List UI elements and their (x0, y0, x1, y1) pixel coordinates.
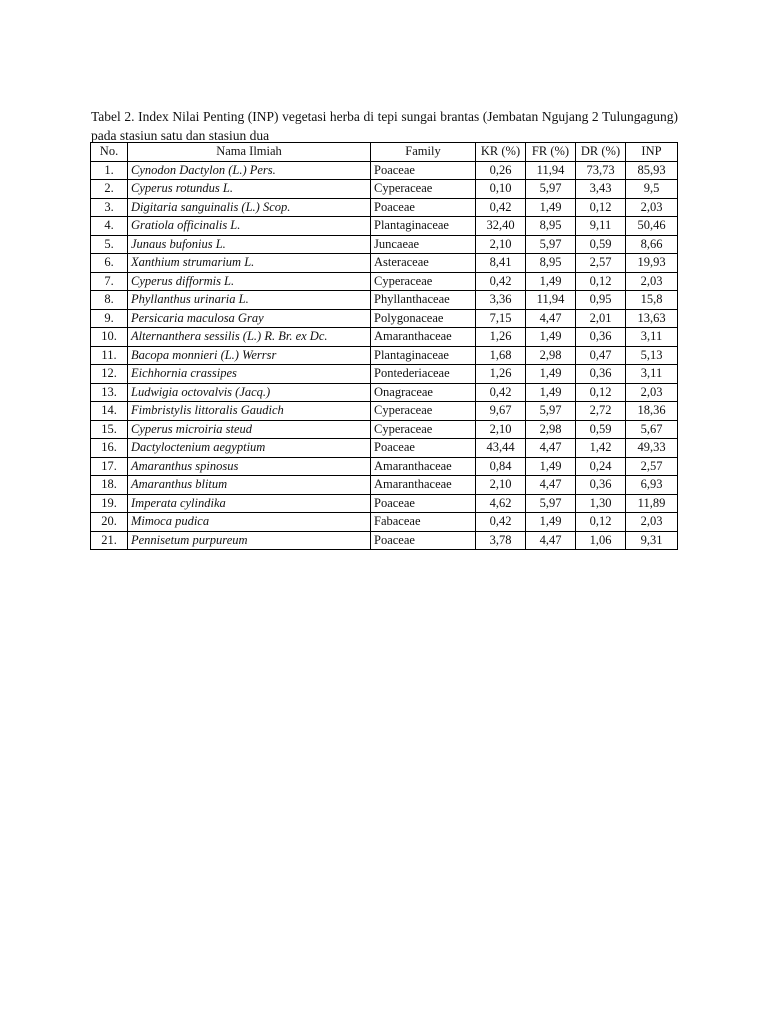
cell-family: Cyperaceae (371, 180, 476, 199)
cell-kr: 0,42 (476, 272, 526, 291)
cell-no: 9. (91, 309, 128, 328)
cell-fr: 4,47 (526, 531, 576, 550)
cell-inp: 8,66 (626, 235, 678, 254)
cell-dr: 0,36 (576, 328, 626, 347)
cell-scientific-name: Phyllanthus urinaria L. (128, 291, 371, 310)
cell-fr: 5,97 (526, 494, 576, 513)
cell-no: 10. (91, 328, 128, 347)
cell-family: Plantaginaceae (371, 217, 476, 236)
cell-dr: 0,12 (576, 198, 626, 217)
table-row (91, 346, 678, 365)
cell-family: Amaranthaceae (371, 328, 476, 347)
header-name: Nama Ilmiah (128, 143, 371, 162)
cell-dr: 0,36 (576, 476, 626, 495)
table-row (91, 420, 678, 439)
cell-fr: 5,97 (526, 180, 576, 199)
cell-inp: 49,33 (626, 439, 678, 458)
cell-kr: 7,15 (476, 309, 526, 328)
cell-fr: 5,97 (526, 235, 576, 254)
cell-family: Onagraceae (371, 383, 476, 402)
cell-inp: 6,93 (626, 476, 678, 495)
cell-no: 17. (91, 457, 128, 476)
cell-family: Juncaeae (371, 235, 476, 254)
cell-dr: 0,59 (576, 235, 626, 254)
cell-dr: 1,42 (576, 439, 626, 458)
cell-fr: 4,47 (526, 439, 576, 458)
cell-inp: 19,93 (626, 254, 678, 273)
cell-dr: 0,24 (576, 457, 626, 476)
cell-dr: 0,47 (576, 346, 626, 365)
cell-kr: 4,62 (476, 494, 526, 513)
cell-dr: 0,59 (576, 420, 626, 439)
cell-inp: 5,67 (626, 420, 678, 439)
cell-no: 13. (91, 383, 128, 402)
header-fr: FR (%) (526, 143, 576, 162)
cell-family: Fabaceae (371, 513, 476, 532)
table-row (91, 180, 678, 199)
cell-no: 3. (91, 198, 128, 217)
cell-scientific-name: Ludwigia octovalvis (Jacq.) (128, 383, 371, 402)
cell-scientific-name: Persicaria maculosa Gray (128, 309, 371, 328)
cell-kr: 32,40 (476, 217, 526, 236)
cell-scientific-name: Alternanthera sessilis (L.) R. Br. ex Dc. (128, 328, 371, 347)
cell-family: Asteraceae (371, 254, 476, 273)
cell-inp: 2,03 (626, 513, 678, 532)
cell-fr: 1,49 (526, 513, 576, 532)
cell-kr: 9,67 (476, 402, 526, 421)
cell-kr: 1,26 (476, 365, 526, 384)
table-row (91, 272, 678, 291)
table-row (91, 457, 678, 476)
cell-fr: 11,94 (526, 291, 576, 310)
table-row (91, 235, 678, 254)
cell-inp: 15,8 (626, 291, 678, 310)
cell-no: 21. (91, 531, 128, 550)
table-row (91, 383, 678, 402)
cell-fr: 5,97 (526, 402, 576, 421)
cell-scientific-name: Gratiola officinalis L. (128, 217, 371, 236)
table-row (91, 161, 678, 180)
table-row (91, 291, 678, 310)
cell-fr: 8,95 (526, 217, 576, 236)
cell-no: 14. (91, 402, 128, 421)
table-row (91, 402, 678, 421)
table-row (91, 309, 678, 328)
cell-dr: 0,12 (576, 383, 626, 402)
cell-fr: 1,49 (526, 198, 576, 217)
cell-inp: 2,03 (626, 198, 678, 217)
cell-scientific-name: Eichhornia crassipes (128, 365, 371, 384)
cell-scientific-name: Bacopa monnieri (L.) Werrsr (128, 346, 371, 365)
cell-inp: 50,46 (626, 217, 678, 236)
cell-inp: 9,5 (626, 180, 678, 199)
cell-no: 8. (91, 291, 128, 310)
cell-scientific-name: Mimoca pudica (128, 513, 371, 532)
cell-dr: 2,01 (576, 309, 626, 328)
cell-fr: 8,95 (526, 254, 576, 273)
cell-fr: 11,94 (526, 161, 576, 180)
cell-scientific-name: Amaranthus spinosus (128, 457, 371, 476)
header-inp: INP (626, 143, 678, 162)
cell-kr: 3,36 (476, 291, 526, 310)
cell-scientific-name: Cyperus difformis L. (128, 272, 371, 291)
cell-kr: 0,42 (476, 513, 526, 532)
cell-no: 16. (91, 439, 128, 458)
cell-dr: 9,11 (576, 217, 626, 236)
cell-no: 1. (91, 161, 128, 180)
cell-inp: 13,63 (626, 309, 678, 328)
cell-fr: 2,98 (526, 346, 576, 365)
cell-no: 11. (91, 346, 128, 365)
cell-scientific-name: Junaus bufonius L. (128, 235, 371, 254)
cell-kr: 0,10 (476, 180, 526, 199)
cell-scientific-name: Cyperus rotundus L. (128, 180, 371, 199)
cell-scientific-name: Xanthium strumarium L. (128, 254, 371, 273)
cell-kr: 0,42 (476, 198, 526, 217)
cell-fr: 1,49 (526, 272, 576, 291)
cell-dr: 3,43 (576, 180, 626, 199)
cell-dr: 1,06 (576, 531, 626, 550)
table-row (91, 531, 678, 550)
cell-dr: 0,36 (576, 365, 626, 384)
cell-kr: 0,26 (476, 161, 526, 180)
cell-kr: 8,41 (476, 254, 526, 273)
cell-dr: 73,73 (576, 161, 626, 180)
cell-family: Amaranthaceae (371, 457, 476, 476)
cell-kr: 2,10 (476, 420, 526, 439)
header-dr: DR (%) (576, 143, 626, 162)
table-row (91, 513, 678, 532)
cell-fr: 2,98 (526, 420, 576, 439)
cell-kr: 3,78 (476, 531, 526, 550)
cell-dr: 1,30 (576, 494, 626, 513)
table-row (91, 476, 678, 495)
cell-scientific-name: Imperata cylindika (128, 494, 371, 513)
table-caption: Tabel 2. Index Nilai Penting (INP) vegetasi herba di tepi sungai brantas (Jembatan Ngujang 2 Tulungagung) pada stasiun satu dan stasiun dua (91, 108, 678, 143)
cell-no: 2. (91, 180, 128, 199)
cell-inp: 11,89 (626, 494, 678, 513)
cell-family: Cyperaceae (371, 272, 476, 291)
cell-kr: 0,84 (476, 457, 526, 476)
cell-inp: 3,11 (626, 365, 678, 384)
cell-kr: 2,10 (476, 476, 526, 495)
cell-no: 18. (91, 476, 128, 495)
cell-kr: 1,68 (476, 346, 526, 365)
cell-inp: 18,36 (626, 402, 678, 421)
cell-family: Poaceae (371, 531, 476, 550)
cell-scientific-name: Pennisetum purpureum (128, 531, 371, 550)
cell-no: 20. (91, 513, 128, 532)
header-family: Family (371, 143, 476, 162)
cell-scientific-name: Dactyloctenium aegyptium (128, 439, 371, 458)
header-kr: KR (%) (476, 143, 526, 162)
cell-family: Polygonaceae (371, 309, 476, 328)
cell-no: 7. (91, 272, 128, 291)
cell-no: 12. (91, 365, 128, 384)
table-row (91, 217, 678, 236)
cell-fr: 4,47 (526, 309, 576, 328)
cell-kr: 0,42 (476, 383, 526, 402)
cell-no: 19. (91, 494, 128, 513)
cell-kr: 2,10 (476, 235, 526, 254)
cell-fr: 1,49 (526, 457, 576, 476)
cell-no: 5. (91, 235, 128, 254)
cell-scientific-name: Digitaria sanguinalis (L.) Scop. (128, 198, 371, 217)
cell-dr: 0,12 (576, 513, 626, 532)
cell-dr: 0,95 (576, 291, 626, 310)
table-row (91, 494, 678, 513)
header-row (91, 143, 678, 162)
inp-table (90, 142, 678, 550)
cell-family: Cyperaceae (371, 402, 476, 421)
cell-family: Cyperaceae (371, 420, 476, 439)
cell-family: Poaceae (371, 439, 476, 458)
cell-family: Poaceae (371, 494, 476, 513)
cell-no: 15. (91, 420, 128, 439)
table-row (91, 198, 678, 217)
cell-dr: 2,57 (576, 254, 626, 273)
table-row (91, 328, 678, 347)
cell-family: Poaceae (371, 198, 476, 217)
cell-fr: 1,49 (526, 328, 576, 347)
cell-family: Poaceae (371, 161, 476, 180)
cell-scientific-name: Amaranthus blitum (128, 476, 371, 495)
cell-dr: 0,12 (576, 272, 626, 291)
cell-inp: 85,93 (626, 161, 678, 180)
cell-inp: 3,11 (626, 328, 678, 347)
cell-family: Plantaginaceae (371, 346, 476, 365)
cell-inp: 2,03 (626, 272, 678, 291)
cell-fr: 1,49 (526, 365, 576, 384)
table-body (91, 161, 678, 550)
cell-family: Pontederiaceae (371, 365, 476, 384)
cell-kr: 43,44 (476, 439, 526, 458)
cell-inp: 5,13 (626, 346, 678, 365)
table-row (91, 439, 678, 458)
cell-scientific-name: Cynodon Dactylon (L.) Pers. (128, 161, 371, 180)
cell-dr: 2,72 (576, 402, 626, 421)
cell-no: 4. (91, 217, 128, 236)
cell-scientific-name: Cyperus microiria steud (128, 420, 371, 439)
cell-family: Amaranthaceae (371, 476, 476, 495)
cell-fr: 1,49 (526, 383, 576, 402)
table-row (91, 254, 678, 273)
table-row (91, 365, 678, 384)
cell-inp: 2,57 (626, 457, 678, 476)
cell-inp: 2,03 (626, 383, 678, 402)
header-no: No. (91, 143, 128, 162)
cell-family: Phyllanthaceae (371, 291, 476, 310)
cell-inp: 9,31 (626, 531, 678, 550)
cell-fr: 4,47 (526, 476, 576, 495)
cell-scientific-name: Fimbristylis littoralis Gaudich (128, 402, 371, 421)
cell-no: 6. (91, 254, 128, 273)
cell-kr: 1,26 (476, 328, 526, 347)
